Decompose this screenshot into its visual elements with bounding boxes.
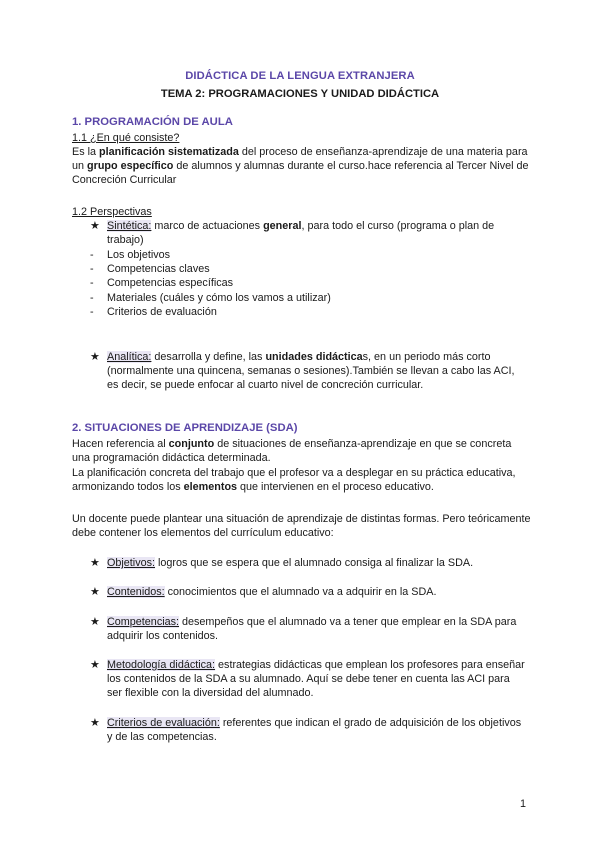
section1-heading: 1. PROGRAMACIÓN DE AULA — [72, 116, 233, 128]
def-bold-planificacion: planificación sistematizada — [99, 146, 239, 158]
dash-item-text: Materiales (cuáles y cómo los vamos a utilizar) — [107, 292, 331, 304]
analitica-bold: unidades didáctica — [265, 351, 363, 363]
star-bullet-icon: ★ — [90, 351, 100, 363]
element-label: Contenidos: — [107, 586, 165, 598]
dash-bullet-icon: - — [90, 277, 94, 289]
star-bullet-icon: ★ — [90, 220, 100, 232]
def-text-a: Es la — [72, 146, 100, 158]
sintetica-label: Sintética: — [107, 220, 152, 232]
star-bullet-icon: ★ — [90, 717, 100, 729]
dash-bullet-icon: - — [90, 292, 94, 304]
section2-paragraph-2 — [72, 466, 532, 494]
element-label: Objetivos: — [107, 557, 156, 569]
dash-item-text: Competencias claves — [107, 263, 210, 275]
section2-paragraph-1 — [72, 437, 532, 465]
element-label: Metodología didáctica: — [107, 659, 216, 671]
section2-heading: 2. SITUACIONES DE APRENDIZAJE (SDA) — [72, 422, 298, 434]
element-text: desempeños que el alumnado va a tener que emplear en la SDA para adquirir los contenidos. — [107, 616, 517, 643]
sintetica-bold: general — [263, 220, 302, 232]
dash-bullet-icon: - — [90, 263, 94, 275]
subsection-1-1-label: 1.1 ¿En qué consiste? — [72, 132, 180, 144]
dash-bullet-icon: - — [90, 306, 94, 318]
analitica-text-2: s, en un periodo más corto (normalmente una quincena, semanas o sesiones).También se llevan a cabo las ACI, es decir, se puede enfocar al cuarto nivel de concreción curricular. — [107, 351, 515, 392]
section1-definition-paragraph — [72, 145, 532, 188]
def-text-e: de alumnos y alumnas durante el curso.hace referencia al Tercer Nivel de Concreción Curricular — [72, 160, 529, 187]
analitica-text-1: desarrolla y define, las — [151, 351, 266, 363]
dash-bullet-icon: - — [90, 249, 94, 261]
document-subtitle: TEMA 2: PROGRAMACIONES Y UNIDAD DIDÁCTICA — [160, 88, 440, 100]
element-text: referentes que indican el grado de adquisición de los objetivos y de las competencias. — [107, 717, 522, 744]
element-text: logros que se espera que el alumnado consiga al finalizar la SDA. — [155, 557, 474, 569]
document-title: DIDÁCTICA DE LA LENGUA EXTRANJERA — [185, 70, 415, 82]
star-bullet-icon: ★ — [90, 586, 100, 598]
element-text: estrategias didácticas que emplean los profesores para enseñar los contenidos de la SDA a su alumnado. Aquí se debe tener en cuenta las ACI para ser flexible con la diversidad del alumnado. — [107, 659, 525, 700]
element-label: Competencias: — [107, 616, 180, 628]
sintetica-text-1: marco de actuaciones — [151, 220, 264, 232]
dash-item-text: Competencias específicas — [107, 277, 234, 289]
p2-bold-elementos: elementos — [183, 481, 238, 494]
star-bullet-icon: ★ — [90, 616, 100, 628]
def-bold-grupo: grupo específico — [87, 160, 174, 173]
star-bullet-icon: ★ — [90, 557, 100, 569]
element-text: conocimientos que el alumnado va a adquirir en la SDA. — [164, 586, 437, 598]
sintetica-text-2: , para todo el curso (programa o plan de trabajo) — [107, 220, 495, 247]
element-label: Criterios de evaluación: — [107, 717, 220, 729]
subsection-1-2-label: 1.2 Perspectivas — [72, 206, 152, 218]
page-number: 1 — [519, 798, 526, 810]
p1-text-c: de situaciones de enseñanza-aprendizaje en que se concreta una programación didáctica determinada. — [72, 438, 512, 465]
p2-text-c: que intervienen en el proceso educativo. — [237, 481, 434, 494]
section2-paragraph-3: Un docente puede plantear una situación de aprendizaje de distintas formas. Pero teóricamente debe contener los elementos del currículum educativo: — [72, 513, 531, 540]
star-bullet-icon: ★ — [90, 659, 100, 671]
analitica-label: Analítica: — [107, 351, 152, 363]
dash-item-text: Criterios de evaluación — [107, 306, 217, 318]
dash-item-text: Los objetivos — [107, 249, 171, 261]
p1-bold-conjunto: conjunto — [168, 438, 215, 450]
def-text-c: del proceso de enseñanza-aprendizaje de una materia para un — [72, 146, 528, 173]
p2-text-a: La planificación concreta del trabajo que el profesor va a desplegar en su práctica educativa, armonizando todos los — [72, 467, 516, 494]
p1-text-a: Hacen referencia al — [72, 438, 169, 450]
